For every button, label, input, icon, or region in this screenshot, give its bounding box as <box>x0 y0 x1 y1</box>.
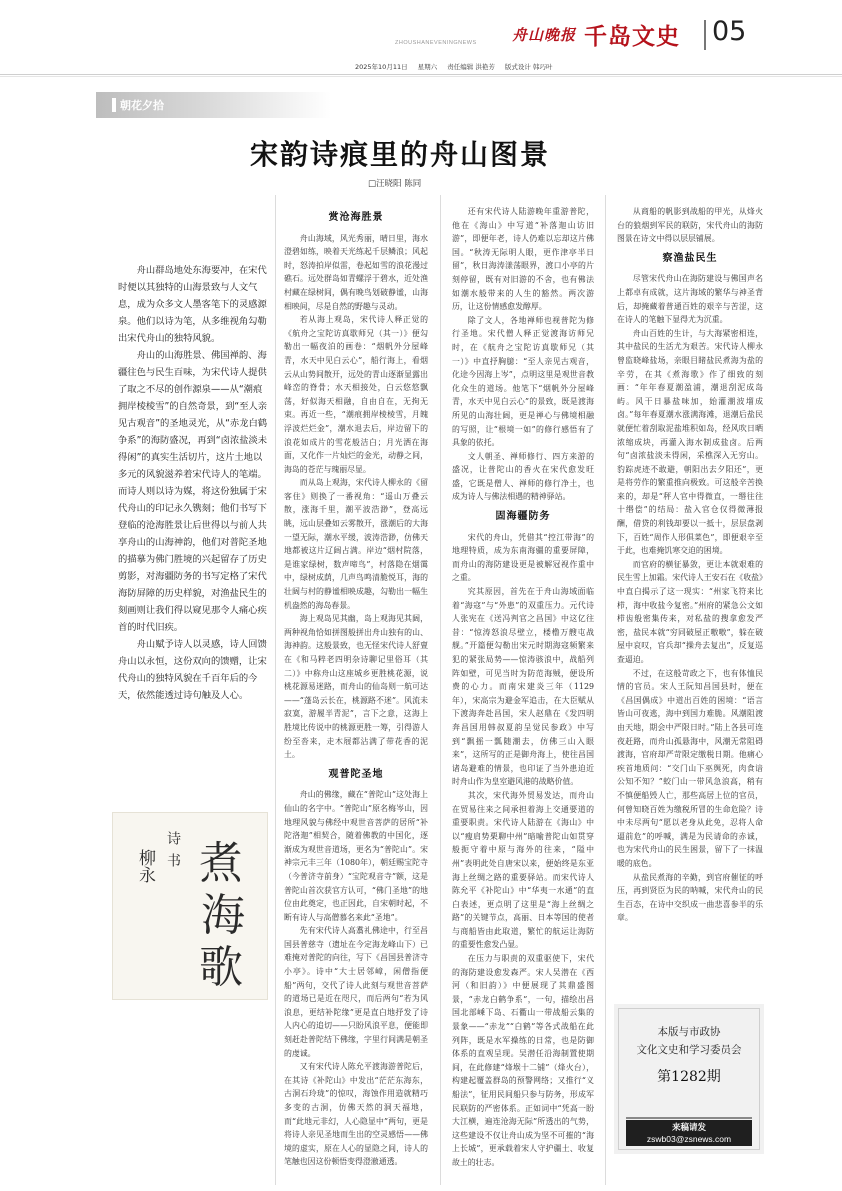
calligraphy-char: 煮 <box>199 838 243 889</box>
masthead-rule-secondary <box>0 76 842 77</box>
article-column-3 <box>617 205 763 925</box>
collaboration-inset <box>614 1004 764 1154</box>
masthead-meta <box>355 62 560 71</box>
column-tag-marker <box>112 98 116 112</box>
masthead-divider <box>704 20 706 50</box>
section-name: 千岛文史 <box>584 24 680 50</box>
column-rule <box>440 195 441 1185</box>
article-column-1 <box>284 205 428 1169</box>
calligraphy-artwork <box>112 812 268 1000</box>
body-paragraph: 海上观岛见其幽，岛上观海见其阔，两种视角恰如拼图般拼出舟山独有的山、海神韵。这般景致，也无怪宋代诗人舒亶在《和马粹老四明杂诗聊记里俗耳（其二）》中称舟山这座城乡更胜桃花源，说桃花源易迷路，而舟山的仙岛则一航可达——“蓬岛云长在，桃源路不迷”。风流未寂寞，游履半青泥”，言下之意，这海上胜境比传说中的桃源更胜一筹，引得游人纷至沓来，走木屐都沾满了带花香的泥土。 <box>284 614 428 760</box>
body-paragraph: 而从岛上观海，宋代诗人柳永的《留客住》则换了一番视角：“遥山万叠云散，涨海千里，潮平波浩渺”，登高远眺，远山层叠如云雾散开，涨潮后的大海一望无际，潮水平缓，波涛浩渺，仿佛天地都被这片辽阔占满。岸边“烟村院落，是谁家绿树，数声啼鸟”，村落隐在烟霭中，绿树成荫，几声鸟鸣清脆悦耳，海的壮阔与村的静谧相映成趣，勾勒出一幅生机盎然的海岛春景。 <box>284 478 428 610</box>
inset-line: 本版与市政协 <box>657 1026 721 1038</box>
section-heading: 固海疆防务 <box>495 511 551 523</box>
body-paragraph: 究其原因，首先在于舟山海域面临着“海寇”与“外患”的双重压力。元代诗人张宪在《送冯判官之昌国》中这亿往昔：“惊涛怒浪尽壁立，楼橹万艘屯战舰。”开篇便勾勒出宋元时期海寇频繁来犯的紧张局势——惊涛骇浪中，战船列阵如壁，可见当时为防范海贼，便设所费的心力。而南宋建炎三年（1129年），宋高宗为避金军追击，在大臣赋从下渡海奔赴昌国，宋人赵鼎在《发四明奔昌国用韩叔夏韵呈觉民参政》中写到“飘摇一瓢随潮去，仿佛三山入眼来”，这所写的正是御舟海上，使往昌国诸岛避难的情景，也印证了当外患迫近时舟山作为皇室避风港的战略价值。 <box>452 587 594 787</box>
body-paragraph: 其次，宋代海外贸易发达，而舟山在贸易往来之间承担着海上交通要道的重要职责。宋代诗人陆游在《海山》中以“瘦肩势栗聊中州”暗喻普陀山如贯穿般扼守着中原与海外的往来，“隘中州”表明此处自唐宋以来，便始终是东亚海上丝绸之路的重要驿站。而宋代诗人陈允平《补陀山》中“华夷一水通”的直白表述，更点明了这里是“海上丝绸之路”的关键节点，高丽、日本等国的使者与商船皆由此取道，繁忙的航运让海防的重要性愈发凸显。 <box>452 790 594 950</box>
section-heading: 赏沧海胜景 <box>328 212 384 223</box>
column-tag: 朝花夕拾 <box>120 99 164 112</box>
masthead-rule <box>0 74 842 75</box>
article-intro <box>118 262 268 704</box>
body-paragraph: 从盐民煮海的辛勤，到官府催征的呼压，再到贤臣为民的呐喊，宋代舟山的民生百态，在诗中交织成一曲悲喜参半的乐章。 <box>617 872 763 923</box>
section-heading: 观普陀圣地 <box>328 768 384 780</box>
body-paragraph: 在压力与职责的双重驱使下，宋代的海防建设愈发森严。宋人吴潜在《西河（和旧韵）》中便展现了其鼎盛图景，“赤龙白鹤争系”，一句，描绘出昌国北部嵊下岛、石衢山一带战船云集的景象——“赤龙”“白鹤”等各式战船在此列阵，既是水军操练的日常，也是防御体系的直观呈现。吴潜任沿海制置使期间，在此修建“烽堠十二铺”（烽火台），构建起覆盖群岛的预警网络；又推行“义船法”，征用民间船只参与防务，形成军民联防的严密体系。正如词中“凭高一盼大江横，遍连沧海无际”所透出的气势，这些建设不仅让舟山成为坚不可摧的“海上长城”，更承载着宋人守护疆土、收复故土的壮志。 <box>452 954 594 1167</box>
inset-band-accent <box>626 1117 752 1119</box>
body-paragraph: 又有宋代诗人陈允平渡海游普陀后，在其诗《补陀山》中发出“茫茫东海东，古洞石玲珑”的惊叹，海蚀作用造就精巧多变的古洞，仿佛天然的洞天福地，而“此地元非幻，人心隐显中”两句，更是将诗人亲见圣地而生出的空灵感悟——佛境的虚实，原在人心的显隐之间，诗人的笔触也因这份顿悟变得澄澈通透。 <box>284 1062 428 1167</box>
inset-email[interactable]: zswb03@zsnews.com <box>646 1134 732 1144</box>
issue-weekday: 星期六 <box>417 63 438 71</box>
body-paragraph: 从商船的帆影到战船的甲光，从烽火台的狼烟到军民的联防，宋代舟山的海防图景在诗文中得以层层铺展。 <box>617 207 763 244</box>
body-paragraph: 宋代的舟山，凭借其“控江带海”的地理特质，成为东南海疆的重要屏障，而舟山的海防建设更是被解冠视作重中之重。 <box>452 532 594 583</box>
masthead-url: ZHOUSHANEVENINGNEWS <box>395 40 477 46</box>
newspaper-logo: 舟山晚报 <box>512 26 577 44</box>
section-heading: 察渔盐民生 <box>662 252 718 264</box>
body-paragraph: 不过，在这般苛政之下，也有体恤民情的官员。宋人王阮知昌国县时，便在《昌国偶成》中道出百姓的困境：“语言皆山可夜逃，海中到国力难脆。风潮阻渡由天地，期会中严限日时。”陆上各县可连夜赶路，而舟山孤悬海中，风潮无常阻碍渡海，官府却严苛限定缴税日期。他痛心疾首地质问：“交门山下巫舆死，肉食谙公知不知？”蛟门山一带风急浪高，稍有不慎便船毁人亡，那些高居上位的官员，何曾知晓百姓为缴税所冒的生命危险？诗中未尽两句“愿以老身从此免，忍将人命逼前危”的呼喊，满是为民请命的赤诚，也为宋代舟山的民生困景，留下了一抹温暖的底色。 <box>617 668 763 868</box>
issue-date: 2025年10月11日 <box>355 63 408 71</box>
article-column-2 <box>452 205 594 1170</box>
calligraphy-author: 柳永 <box>135 849 155 883</box>
calligraphy-char: 歌 <box>199 942 243 993</box>
column-rule <box>605 195 606 1185</box>
masthead <box>0 0 842 70</box>
intro-paragraph: 舟山的山海胜景、佛国禅韵、海疆往色与民生百味，为宋代诗人提供了取之不尽的创作源泉——从“潮痕拥岸棱棱雪”的自然奇景，到“至人亲见古观音”的圣地灵光，从“赤龙白鹤争系”的海防盛况，再到“卤浓盐淡未得闲”的真实生活切片，这片土地以多元的风貌滋养着宋代诗人的笔端。而诗人则以诗为媒，将这份独属于宋代舟山的印记永久镌刻；他们书写下登临的沧海胜景让后世得以与前人共享舟山的山海神韵，他们对普陀圣地的描摹为佛门胜境的兴起留存了历史剪影，对海疆防务的书写定格了宋代海防屏障的历史样貌，对渔盐民生的刻画则让我们得以窥见那令人痛心疾首的时代旧疾。 <box>118 350 268 633</box>
body-paragraph: 尽管宋代舟山在海防建设与佛国声名上都卓有成就，这片海域的繁华与神圣背后，却掩藏着普通百姓的艰辛与苦涩，这在诗人的笔触下显得尤为沉重。 <box>617 274 763 325</box>
body-paragraph: 而官府的横征暴敛，更让本就艰难的民生雪上加霜。宋代诗人王安石在《收盐》中直白揭示了这一现实：“州家飞符来比栉，海中收盐今复密。”州府的紧急公文如栉齿般密集传来，对私盐的搜拿愈发严密，盐民本就“穷同破屋正嗷嗷”，躲在破屋中哀叹，官兵却“操舟去复出”，反复巡查逼迫。 <box>617 559 763 664</box>
intro-paragraph: 舟山群岛地处东海要冲，在宋代时便以其独特的山海景致与人文气息，成为众多文人墨客笔下的灵感源泉。他们以诗为笔，从多维视角勾勒出宋代舟山的独特风貌。 <box>118 265 267 344</box>
inset-contribution-label: 来稿请发 <box>671 1123 706 1133</box>
body-paragraph: 舟山海域，风光秀丽，晴日里，海水澄碧如练，映着天光练起千层鳞浪；风起时，怒涛拍岸似雷，卷起如雪的浪花漫过礁石。远处群岛如青螺浮于碧水，近处渔村藏在绿树间，偶有晚鸟划破静谧，山海相映间，尽是自然的野趣与灵动。 <box>284 233 428 311</box>
body-paragraph: 先有宋代诗人高翥礼佛途中，行至昌国县普慈寺（遗址在今定海龙峰山下）已难掩对普陀的向往，写下《昌国县普济寺小亭》。诗中“大士居邻嶂，闲僧指便船”两句，交代了诗人此刻与观世音菩萨的道场已是近在咫尺，而后两句“若为风浪息，更结补陀缘”更是直白地抒发了诗人内心的追切——只盼风浪平息，便能即刻赶赴普陀结下佛缘，字里行间满是朝圣的虔诚。 <box>284 926 428 1058</box>
article-byline: □汪晓阳 陈同 <box>368 179 422 189</box>
body-paragraph: 舟山百姓的生计，与大海紧密相连，其中盐民的生活尤为艰苦。宋代诗人柳永曾监晓峰盐场，亲眼目睹盐民煮海为盐的辛劳，在其《煮海歌》作了细致的刻画：“年年春夏潮盈浦，潮退刮泥成岛屿。风干日暴盐味加，始灌潮波塯成卤。”每年春夏潮水涨满海滩，退潮后盐民就便忙着刮取泥盐堆积如岛，经风吹日晒浓缩成块，再灌入海水制成盐卤。后两句“卤浓盐淡未得闲，采樵深入无穷山。豹踪虎迹不敢避，朝阳出去夕阳还”，更是将劳作的繁重推向极致。可这般辛苦换来的，却是“秤人官中得微直，一缗往往十缗偿”的结局：盐入官仓仅得微薄报酬，借贷的利钱却要以一抵十，层层盘剥下，百姓“周作人形俱菜色”，即便艰辛至于此，也难掩饥寒交迫的困境。 <box>617 328 763 556</box>
inset-line: 文化文史和学习委员会 <box>636 1044 742 1056</box>
body-paragraph: 若从海上观岛，宋代诗人释正觉的《航舟之宝陀访真歇师兄（其一）》便勾勒出一幅夜泊的画卷：“烟帆外分屋峰青，水天中见白云心”，船行海上，看烟云从山势间散开，远处的青山逐渐显露出峰峦的脊骨；水天相接处，白云悠悠飘荡，好似海天相融，自由自在，无拘无束。再近一些，“潮痕拥岸棱棱雪，月魄浮波烂烂金”，潮水退去后，岸边留下的浪花如成片的雪花般洁白；月光洒在海面，又化作一片灿烂的金光，动静之间，海岛的苍茫与瑰丽尽显。 <box>284 315 428 474</box>
calligraphy-inscription: 书 <box>165 853 181 867</box>
inset-issue-number: 第1282期 <box>657 1069 721 1085</box>
calligraphy-char: 海 <box>201 890 245 941</box>
body-paragraph: 舟山的佛缘，藏在“普陀山”这处海上仙山的名字中。“普陀山”原名梅岑山，因地理风貌与佛经中观世音菩萨的居所“补陀洛迦”相契合，随着佛教的中国化，逐渐成为观世音道场，更名为“普陀山”。宋神宗元丰三年（1080年），朝廷赐宝陀寺（今普济寺前身）“宝陀观音寺”额，这是普陀山首次获官方认可，“佛门圣地”的地位由此奠定，也正因此，自宋朝时起，不断有诗人与高僧慕名来此“圣地”。 <box>284 790 428 922</box>
column-rule <box>275 195 276 1185</box>
body-paragraph: 还有宋代诗人陆游晚年重游普陀，他在《海山》中写道“补落迦山访旧游”，即便年老，诗人仍难以忘却这片佛国。“秋涛无际明人眼，更作津亭半日留”，秋日海涛漾荡眼界，渡口小亭的片刻停留，既有对旧游的不舍，也有佛法如潮水般带来的人生的豁然。两次游历，让这份情感愈发醇厚。 <box>452 207 594 312</box>
page-number: 05 <box>712 16 747 47</box>
intro-paragraph: 舟山赋予诗人以灵感，诗人回馈舟山以永恒，这份双向的馈赠，让宋代舟山的独特风貌在千百年后的今天，依然能透过诗句触及人心。 <box>118 639 267 701</box>
layout-designer: 版式设计 韩巧叶 <box>504 63 553 71</box>
calligraphy-inscription: 诗 <box>165 831 181 845</box>
body-paragraph: 文人朝圣、禅师修行、四方来游的盛况，让普陀山的香火在宋代愈发旺盛，它既是僧人、禅师的修行净土，也成为诗人与佛法相遇的精神驿站。 <box>452 451 594 502</box>
body-paragraph: 除了文人，各地禅师也视普陀为修行圣地。宋代僧人释正觉渡海访师兄时，在《航舟之宝陀访真歇师兄（其一）》中直抒胸臆：“至人亲见古观音，化途今因海上岑”，点明这里是观世音教化众生的道场。他笔下“烟帆外分屋峰青，水天中见白云心”的景致，既是渡海所见的山海壮阔，更是禅心与佛境相融的写照，让“根境一如”的修行感悟有了具象的依托。 <box>452 315 594 448</box>
responsible-editor: 责任编辑 洪艳芳 <box>447 63 495 71</box>
article-title: 宋韵诗痕里的舟山图景 <box>250 138 551 171</box>
